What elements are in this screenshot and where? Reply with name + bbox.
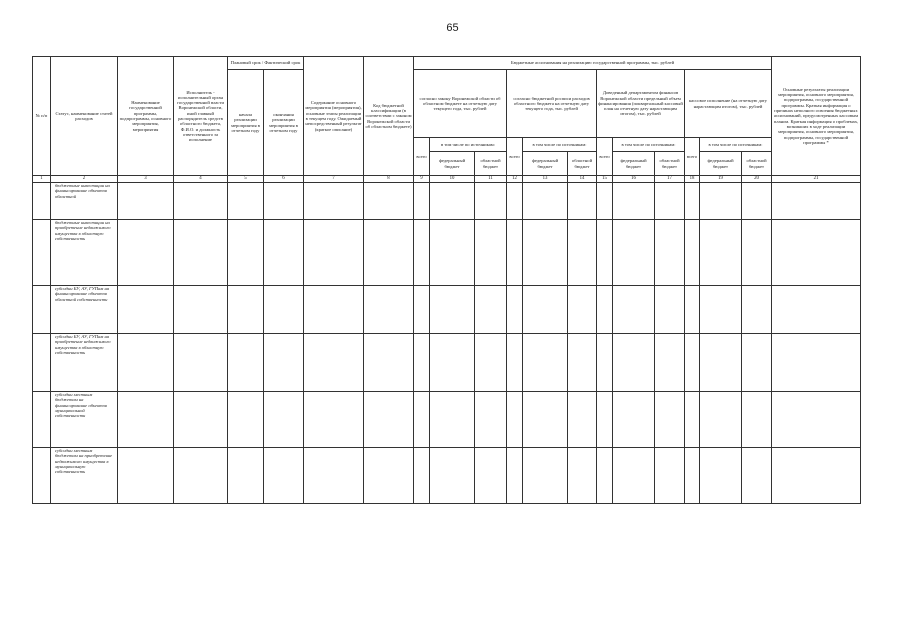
header-content: Содержание основного мероприятия (мероприятия), основные этапы реализации в текущем году. Ожидаемый непосредственный результат (краткое описание) xyxy=(304,57,364,176)
column-number: 3 xyxy=(118,176,174,183)
column-number: 1 xyxy=(33,176,51,183)
limit-regional: областной бюджет xyxy=(655,152,685,176)
header-term-start: начала реализации мероприятия в отчетном году xyxy=(228,70,264,176)
column-number: 15 xyxy=(597,176,613,183)
report-table xyxy=(32,56,861,504)
column-number: 6 xyxy=(264,176,304,183)
listing-federal: федеральный бюджет xyxy=(523,152,568,176)
row-label: бюджетные инвестиции на финансирование объектов областной xyxy=(51,183,118,220)
header-term-group: Плановый срок / Фактический срок xyxy=(228,57,304,70)
row-label: субсидии БУ, АУ, ГУПам на приобретение недвижимого имущества в областную собственность xyxy=(51,334,118,392)
row-label: бюджетные инвестиции на приобретение недвижимого имущества в областную собственность xyxy=(51,220,118,286)
law-federal: федеральный бюджет xyxy=(430,152,475,176)
column-number: 10 xyxy=(430,176,475,183)
header-law: согласно закону Воронежской области об областном бюджете на отчетную дату текущего года, тыс. рублей xyxy=(414,70,507,138)
header-limit: Доведенный департаментом финансов Воронежской области предельный объем финансирования (поквартальный кассовый план на отчетную дату нарастающим итогом), тыс. рублей xyxy=(597,70,685,138)
cash-total: всего xyxy=(685,138,700,176)
listing-total: всего xyxy=(507,138,523,176)
column-number: 8 xyxy=(364,176,414,183)
cash-regional: областной бюджет xyxy=(742,152,772,176)
table-row xyxy=(33,448,861,504)
header-kbk: Код бюджетной классификации (в соответствии с законом Воронежской области об областном бюджете) xyxy=(364,57,414,176)
column-number: 21 xyxy=(772,176,861,183)
law-total: всего xyxy=(414,138,430,176)
column-number-row xyxy=(33,176,861,183)
column-number: 7 xyxy=(304,176,364,183)
table-row xyxy=(33,220,861,286)
law-incl: в том числе по источникам: xyxy=(430,138,507,152)
listing-incl: в том числе по источникам: xyxy=(523,138,597,152)
header-cash: кассовое исполнение (на отчетную дату нарастающим итогом), тыс. рублей xyxy=(685,70,772,138)
cash-federal: федеральный бюджет xyxy=(700,152,742,176)
column-number: 19 xyxy=(700,176,742,183)
law-regional: областной бюджет xyxy=(475,152,507,176)
table-row xyxy=(33,334,861,392)
table-row xyxy=(33,183,861,220)
column-number: 14 xyxy=(568,176,597,183)
page-number: 65 xyxy=(446,22,459,34)
header-status: Статус, наименование статей расходов xyxy=(51,57,118,176)
limit-total: всего xyxy=(597,138,613,176)
table-row xyxy=(33,392,861,448)
row-label: субсидии местным бюджетам на приобретение недвижимого имущества в муниципальную собственность xyxy=(51,448,118,504)
column-number: 18 xyxy=(685,176,700,183)
listing-regional: областной бюджет xyxy=(568,152,597,176)
row-label: субсидии БУ, АУ, ГУПам на финансирование объектов областной собственности xyxy=(51,286,118,334)
column-number: 13 xyxy=(523,176,568,183)
column-number: 20 xyxy=(742,176,772,183)
column-number: 11 xyxy=(475,176,507,183)
column-number: 4 xyxy=(174,176,228,183)
header-term-end: окончания реализации мероприятия в отчетном году xyxy=(264,70,304,176)
column-number: 5 xyxy=(228,176,264,183)
header-listing: согласно бюджетной росписи расходов областного бюджета на отчетную дату текущего года, тыс. рублей xyxy=(507,70,597,138)
header-results: Основные результаты реализации мероприятия, основного мероприятия, подпрограммы, государственной программы. Краткая информация о причинах неполного освоения бюджетных ассигнований, предусмотренных кассовым планом. Краткая информация о проблемах, возникших в ходе реализации мероприятия, основного мероприятия, подпрограммы, государственной программы * xyxy=(772,57,861,176)
column-number: 2 xyxy=(51,176,118,183)
cash-incl: в том числе по источникам: xyxy=(700,138,772,152)
header-num: № п/п xyxy=(33,57,51,176)
row-label: субсидии местным бюджетам на финансирование объектов муниципальной собственности xyxy=(51,392,118,448)
header-budget-group: Бюджетные ассигнования на реализацию государственной программы, тыс. рублей xyxy=(414,57,772,70)
header-executor: Исполнитель - исполнительный орган государственной власти Воронежской области, иной главный распорядитель средств областного бюджета, Ф.И.О. и должность ответственного за исполнение xyxy=(174,57,228,176)
limit-incl: в том числе по источникам: xyxy=(613,138,685,152)
header-name: Наименование государственной программы, подпрограммы, основного мероприятия, мероприятия xyxy=(118,57,174,176)
table-row xyxy=(33,286,861,334)
column-number: 12 xyxy=(507,176,523,183)
column-number: 16 xyxy=(613,176,655,183)
column-number: 17 xyxy=(655,176,685,183)
limit-federal: федеральный бюджет xyxy=(613,152,655,176)
column-number: 9 xyxy=(414,176,430,183)
